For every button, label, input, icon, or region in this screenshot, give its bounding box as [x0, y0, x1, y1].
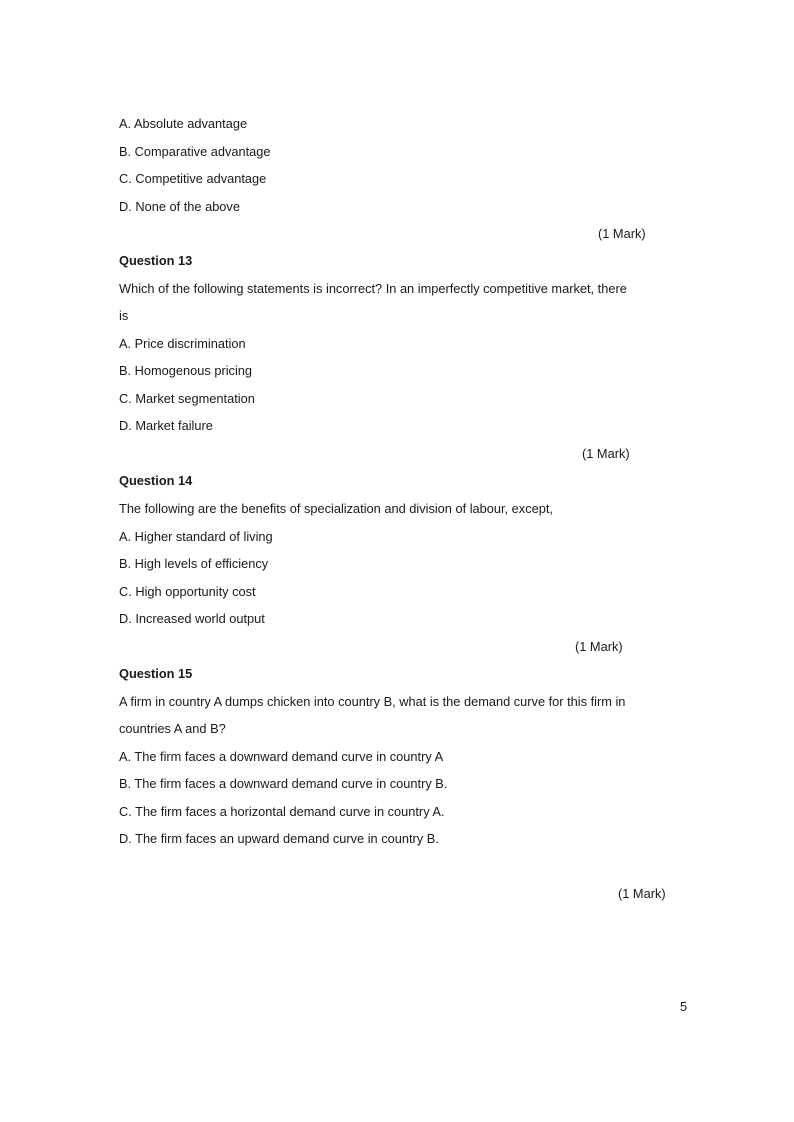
question-title: Question 15: [119, 666, 193, 681]
option-c: C. Market segmentation: [119, 391, 255, 406]
option-b: B. Homogenous pricing: [119, 363, 253, 378]
mark-label: (1 Mark): [582, 446, 630, 461]
mark-label: (1 Mark): [575, 639, 623, 654]
option-b: B. High levels of efficiency: [119, 556, 269, 571]
option-b: B. The firm faces a downward demand curve in country B.: [119, 776, 448, 791]
page-number: 5: [680, 999, 688, 1014]
question-text: Which of the following statements is incorrect? In an imperfectly competitive market, there: [119, 281, 627, 296]
question-title: Question 13: [119, 253, 193, 268]
option-d: D. The firm faces an upward demand curve in country B.: [119, 831, 439, 846]
option-a: A. The firm faces a downward demand curve in country A: [119, 749, 444, 764]
option-d: D. None of the above: [119, 199, 240, 214]
option-a: A. Higher standard of living: [119, 529, 273, 544]
option-c: C. The firm faces a horizontal demand curve in country A.: [119, 804, 445, 819]
question-title: Question 14: [119, 473, 193, 488]
question-text: countries A and B?: [119, 721, 226, 736]
option-a: A. Price discrimination: [119, 336, 246, 351]
question-text: is: [119, 308, 129, 323]
option-d: D. Market failure: [119, 418, 213, 433]
mark-label: (1 Mark): [598, 226, 646, 241]
option-a: A. Absolute advantage: [119, 116, 248, 131]
mark-label: (1 Mark): [618, 886, 666, 901]
option-c: C. High opportunity cost: [119, 584, 256, 599]
option-b: B. Comparative advantage: [119, 144, 271, 159]
option-d: D. Increased world output: [119, 611, 265, 626]
option-c: C. Competitive advantage: [119, 171, 267, 186]
question-text: The following are the benefits of specialization and division of labour, except,: [119, 501, 553, 516]
question-text: A firm in country A dumps chicken into country B, what is the demand curve for this firm in: [119, 694, 626, 709]
